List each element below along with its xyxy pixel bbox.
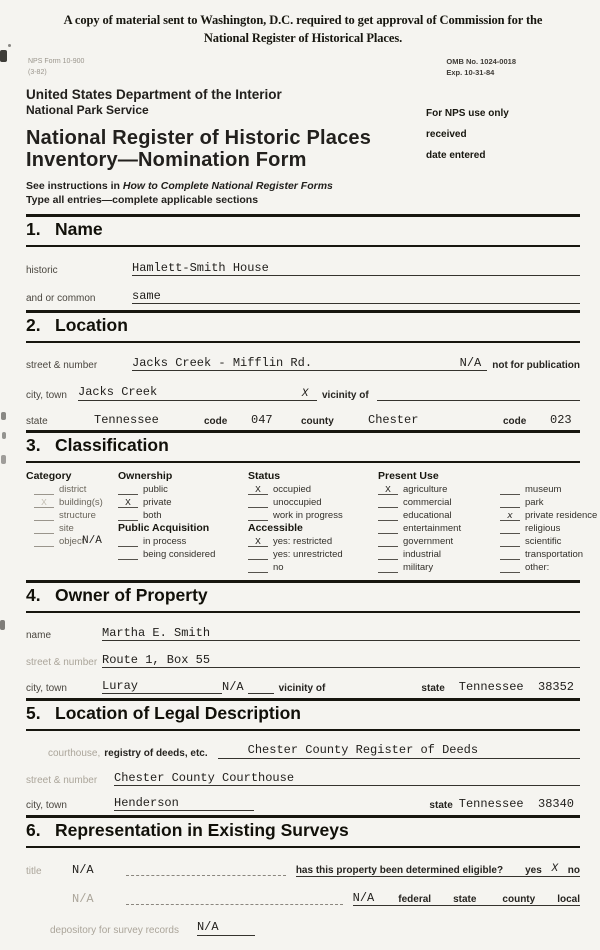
industrial-checkbox — [378, 550, 398, 560]
commercial-checkbox — [378, 498, 398, 508]
owner-state-value: Tennessee 38352 — [458, 680, 574, 695]
checkbox-industrial — [378, 549, 500, 560]
checkbox-unoccupied — [248, 497, 378, 508]
occupied-label: occupied — [273, 483, 312, 495]
form-title-line2: Inventory—Nomination Form — [26, 149, 307, 172]
both-label: both — [143, 509, 162, 521]
site-checkbox — [34, 524, 54, 534]
field-street-number — [26, 357, 580, 371]
historic-line — [132, 262, 580, 276]
street-number-label: street & number — [26, 360, 98, 372]
nps-form-rev-text: (3-82) — [28, 68, 47, 76]
field-legal-city — [26, 797, 580, 811]
in-process-checkbox — [118, 537, 138, 547]
omb-exp-text: Exp. 10-31-84 — [446, 67, 495, 77]
checkbox-military — [378, 562, 500, 573]
instructions — [26, 179, 580, 208]
owner-city-value: Luray — [102, 679, 139, 694]
owner-name-value: Martha E. Smith — [102, 625, 211, 640]
county-checkbox — [476, 893, 502, 905]
nps-form-no-text: NPS Form 10-900 — [28, 58, 85, 65]
checkbox-yes-restricted — [248, 536, 378, 547]
owner-vicinity-checkbox — [248, 682, 274, 694]
checkbox-district — [34, 484, 118, 495]
county-code-label: code — [503, 415, 527, 427]
yes-restricted-label: yes: restricted — [273, 535, 333, 547]
legal-city-line — [114, 797, 254, 811]
field-depository — [26, 921, 580, 949]
instructions-manual-title: How to Complete National Register Forms — [122, 179, 333, 192]
site-label: site — [59, 522, 74, 534]
yes-unrestricted-checkbox — [248, 550, 268, 560]
military-label: military — [403, 561, 434, 573]
nps-use-only-box — [426, 108, 556, 171]
form-stamp-row — [28, 57, 576, 79]
approval-note-line1: A copy of material sent to Washington, D.C. required to get approval of Commission for the — [63, 13, 543, 27]
federal-checkbox — [374, 893, 398, 905]
field-survey-title — [26, 864, 580, 877]
eligible-group — [296, 864, 580, 877]
survey-level-na: N/A — [352, 891, 375, 906]
state-checkbox — [431, 893, 453, 905]
section-5-title: Location of Legal Description — [55, 703, 301, 724]
object-label: object — [59, 535, 85, 547]
vicinity-checkbox: X — [293, 389, 317, 401]
field-owner-city — [26, 680, 580, 694]
checkbox-other — [500, 562, 597, 573]
eligible-yes-label: yes — [525, 865, 542, 877]
checkbox-being-considered — [118, 549, 248, 560]
city-town-line — [78, 386, 293, 400]
state-code-value: 047 — [251, 412, 273, 427]
received-label: received — [426, 128, 467, 140]
survey-title-line — [126, 875, 286, 876]
checkbox-educational — [378, 510, 500, 521]
structure-checkbox — [34, 511, 54, 521]
city-town-value: Jacks Creek — [78, 385, 158, 400]
omb-no-text: OMB No. 1024-0018 — [446, 57, 516, 66]
unoccupied-checkbox — [248, 498, 268, 508]
private-residence-label: private residence — [525, 509, 598, 521]
park-label: park — [525, 496, 544, 508]
nps-form-number — [28, 57, 84, 79]
section-3-title: Classification — [55, 434, 169, 455]
department-title: United States Department of the Interior — [26, 86, 282, 102]
field-courthouse — [26, 744, 580, 758]
category-header: Category — [26, 469, 72, 482]
approval-note — [26, 12, 580, 47]
not-for-publication-na: N/A — [454, 357, 488, 371]
owner-street-value: Route 1, Box 55 — [102, 653, 211, 668]
present-use-header: Present Use — [378, 469, 439, 482]
unoccupied-label: unoccupied — [273, 496, 322, 508]
checkbox-no-access — [248, 562, 378, 573]
section-1-number: 1. — [26, 218, 41, 239]
state-label: state — [26, 415, 48, 427]
vicinity-label: vicinity of — [322, 389, 369, 401]
being-considered-checkbox — [118, 550, 138, 560]
checkbox-in-process — [82, 534, 248, 547]
ownership-column — [82, 469, 248, 573]
courthouse-line — [218, 744, 580, 758]
private-residence-checkbox: x — [500, 511, 520, 521]
checkbox-park — [500, 497, 597, 508]
other-label: other: — [525, 561, 550, 573]
section-4-title: Owner of Property — [55, 584, 208, 605]
checkbox-object — [34, 536, 118, 547]
field-state-county — [26, 414, 580, 427]
field-owner-name — [26, 627, 580, 641]
field-historic-name — [26, 262, 580, 276]
religious-label: religious — [525, 522, 561, 534]
section-2-title: Location — [55, 315, 128, 336]
no-access-label: no — [273, 561, 284, 573]
public-acquisition-header: Public Acquisition — [118, 521, 210, 534]
agency-title: National Park Service — [26, 102, 149, 117]
section-6-number: 6. — [26, 819, 41, 840]
scientific-checkbox — [500, 537, 520, 547]
section-1-title: Name — [55, 218, 103, 239]
both-checkbox — [118, 511, 138, 521]
field-owner-street — [26, 654, 580, 668]
owner-state-label: state — [421, 683, 445, 695]
date-entered-label: date entered — [426, 149, 486, 161]
section-4-owner-heading — [26, 580, 580, 613]
legal-street-label: street & number — [26, 774, 98, 786]
section-6-title: Representation in Existing Surveys — [55, 819, 349, 840]
historic-value: Hamlett-Smith House — [132, 260, 269, 275]
survey-date-line — [126, 904, 343, 905]
field-survey-date — [26, 892, 580, 906]
checkbox-museum — [500, 484, 597, 495]
district-label: district — [59, 483, 87, 495]
section-2-location-heading — [26, 310, 580, 343]
eligible-no-checkbox: X — [551, 863, 559, 876]
checkbox-commercial — [378, 497, 500, 508]
owner-city-line — [102, 680, 222, 694]
county-code-value: 023 — [550, 412, 572, 427]
local-checkbox — [535, 893, 557, 905]
work-in-progress-label: work in progress — [273, 509, 343, 521]
owner-street-label: street & number — [26, 657, 98, 669]
survey-local-label: local — [557, 894, 580, 906]
public-label: public — [143, 483, 168, 495]
accessible-header: Accessible — [248, 521, 303, 534]
legal-state-value: Tennessee 38340 — [458, 796, 574, 811]
owner-name-label: name — [26, 630, 52, 642]
occupied-checkbox: X — [248, 485, 268, 495]
legal-city-value: Henderson — [114, 795, 179, 810]
present-use-col2-spacer — [500, 470, 597, 482]
transportation-checkbox — [500, 550, 520, 560]
street-number-line — [132, 357, 454, 371]
object-checkbox — [34, 537, 54, 547]
federal-label: federal — [398, 894, 432, 906]
owner-name-line — [102, 627, 580, 641]
checkbox-public — [118, 484, 248, 495]
common-name-line — [132, 290, 580, 304]
survey-date-value: N/A — [72, 892, 94, 907]
checkbox-private-residence — [500, 510, 597, 521]
military-checkbox — [378, 563, 398, 573]
checkbox-scientific — [500, 536, 597, 547]
checkbox-government — [378, 536, 500, 547]
state-code-label: code — [204, 415, 228, 427]
entertainment-label: entertainment — [403, 522, 462, 534]
state-value: Tennessee — [94, 412, 159, 427]
status-header: Status — [248, 469, 281, 482]
other-checkbox — [500, 563, 520, 573]
buildings-checkbox: X — [34, 498, 54, 508]
checkbox-occupied — [248, 484, 378, 495]
courthouse-label: registry of deeds, etc. — [104, 747, 208, 759]
museum-label: museum — [525, 483, 562, 495]
legal-street-value: Chester County Courthouse — [114, 770, 295, 785]
common-name-value: same — [132, 289, 161, 304]
instructions-pre: See instructions in — [26, 179, 123, 192]
section-2-number: 2. — [26, 315, 41, 336]
street-number-value: Jacks Creek - Mifflin Rd. — [132, 356, 313, 371]
survey-title-label: title — [26, 866, 42, 878]
yes-restricted-checkbox: X — [248, 537, 268, 547]
educational-checkbox — [378, 511, 398, 521]
government-label: government — [403, 535, 454, 547]
commercial-label: commercial — [403, 496, 452, 508]
section-5-number: 5. — [26, 703, 41, 724]
present-use-column-2 — [500, 469, 597, 573]
county-value: Chester — [368, 412, 419, 427]
section-3-classification-heading — [26, 430, 580, 463]
category-column — [26, 469, 118, 573]
checkbox-religious — [500, 523, 597, 534]
checkbox-buildings — [34, 497, 118, 508]
public-acquisition-na: N/A — [82, 534, 102, 547]
museum-checkbox — [500, 485, 520, 495]
structure-label: structure — [59, 509, 96, 521]
yes-unrestricted-label: yes: unrestricted — [273, 548, 343, 560]
depository-label: depository for survey records — [50, 924, 179, 936]
courthouse-value: Chester County Register of Deeds — [247, 743, 479, 758]
nps-use-only-label: For NPS use only — [426, 107, 509, 119]
private-label: private — [143, 496, 172, 508]
legal-state-label: state — [429, 799, 453, 811]
agriculture-label: agriculture — [403, 483, 448, 495]
industrial-label: industrial — [403, 548, 442, 560]
private-checkbox: X — [118, 498, 138, 508]
checkbox-site — [34, 523, 118, 534]
eligible-question-label: has this property been determined eligible? — [295, 865, 504, 877]
public-checkbox — [118, 485, 138, 495]
legal-city-label: city, town — [26, 799, 67, 811]
survey-level-group — [353, 892, 580, 906]
field-common-name — [26, 290, 580, 304]
checkbox-yes-unrestricted — [248, 549, 378, 560]
depository-value: N/A — [197, 921, 255, 935]
form-header — [26, 87, 580, 208]
checkbox-work-in-progress — [248, 510, 378, 521]
courthouse-label-faint: courthouse, — [48, 747, 101, 759]
survey-state-label: state — [453, 894, 477, 906]
instructions-line2: Type all entries—complete applicable sections — [26, 194, 259, 207]
no-access-checkbox — [248, 563, 268, 573]
checkbox-structure — [34, 510, 118, 521]
government-checkbox — [378, 537, 398, 547]
checkbox-transportation — [500, 549, 597, 560]
eligible-yes-checkbox — [503, 864, 525, 876]
district-checkbox — [34, 485, 54, 495]
eligible-no-label: no — [567, 865, 580, 877]
scientific-label: scientific — [525, 535, 562, 547]
county-label: county — [301, 415, 334, 427]
section-3-number: 3. — [26, 434, 41, 455]
section-5-legal-heading — [26, 698, 580, 731]
transportation-label: transportation — [525, 548, 584, 560]
buildings-label: building(s) — [59, 496, 103, 508]
educational-label: educational — [403, 509, 452, 521]
owner-city-label: city, town — [26, 683, 67, 695]
instructions-line1 — [26, 179, 580, 194]
section-1-name-heading — [26, 214, 580, 247]
classification-grid — [26, 469, 598, 573]
vicinity-line — [377, 400, 580, 401]
status-column — [248, 469, 378, 573]
omb-number — [446, 57, 516, 79]
not-for-publication-label: not for publication — [492, 360, 580, 372]
checkbox-both — [118, 510, 248, 521]
field-city-town — [26, 386, 580, 400]
section-4-number: 4. — [26, 584, 41, 605]
checkbox-entertainment — [378, 523, 500, 534]
approval-note-line2: National Register of Historical Places. — [203, 30, 403, 45]
historic-label: historic — [26, 265, 58, 277]
entertainment-checkbox — [378, 524, 398, 534]
work-in-progress-checkbox — [248, 511, 268, 521]
checkbox-agriculture — [378, 484, 500, 495]
survey-county-label: county — [502, 894, 536, 906]
religious-checkbox — [500, 524, 520, 534]
survey-title-value: N/A — [72, 862, 94, 877]
form-title-line1: National Register of Historic Places — [26, 126, 372, 149]
owner-vicinity-na: N/A — [222, 680, 244, 695]
agriculture-checkbox: X — [378, 485, 398, 495]
ownership-header: Ownership — [118, 469, 173, 482]
being-considered-label: being considered — [143, 548, 216, 560]
owner-vicinity-label: vicinity of — [278, 683, 326, 695]
present-use-column-1 — [378, 469, 500, 573]
checkbox-private — [118, 497, 248, 508]
owner-street-line — [102, 654, 580, 668]
in-process-label: in process — [143, 535, 187, 547]
city-town-label: city, town — [26, 389, 67, 401]
common-name-label: and or common — [26, 293, 96, 305]
park-checkbox — [500, 498, 520, 508]
field-legal-street — [26, 772, 580, 786]
legal-street-line — [114, 772, 580, 786]
